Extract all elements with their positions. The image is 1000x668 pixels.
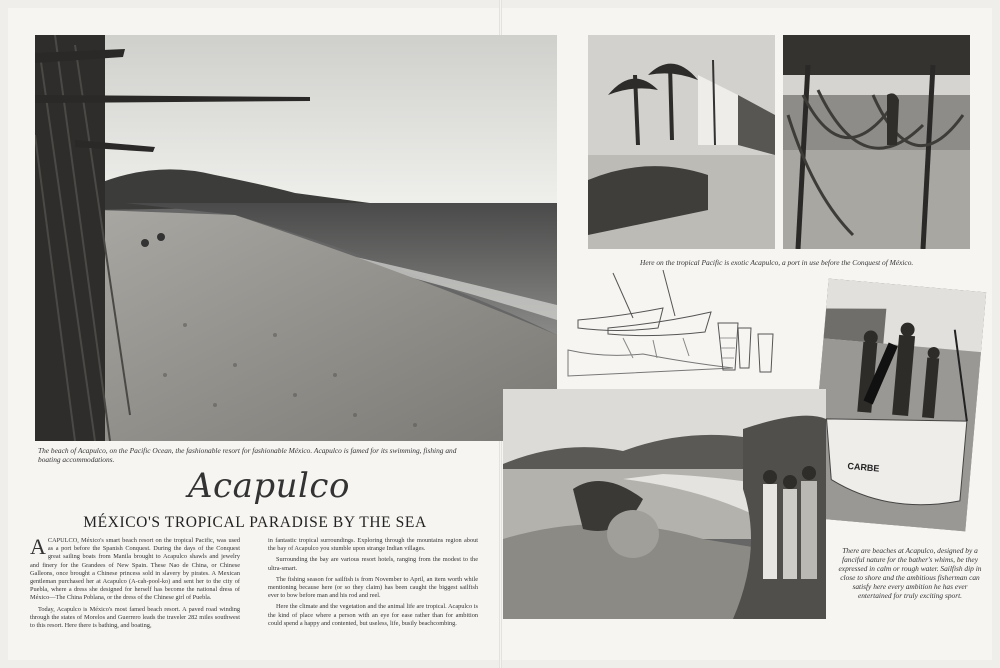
bay-photo xyxy=(503,389,826,619)
column-2-paragraph-2: Surrounding the bay are various resort hotels, ranging from the modest to the ultra-smart. xyxy=(268,556,478,572)
column-2-paragraph-1: in fantastic tropical surroundings. Exploring through the mountains region about the bay of Acapulco you stumble upon strange Indian villages. xyxy=(268,537,478,553)
column-1-paragraph-2: Today, Acapulco is México's most famed beach resort. A paved road winding through the states of Morelos and Guerrero leads the traveler 282 miles southwest to this resort. Here there is bathing, and boating, xyxy=(30,605,240,630)
article-column-1 xyxy=(30,534,240,633)
column-1-paragraph-1: CAPULCO, México's smart beach resort on the tropical Pacific, was used as a port before the Spanish Conquest. During the days of the Conquest great sailing boats from Manila brought to Acapulco shawls and jewelry and finery for the Grandees of New Spain. These Nao de China, or Chinese Galleons, once brought a Chinese princess sold in slavery by pirates. A Mexican gentleman purchased her at Acapulco (A-cah-pool-ko) and sent her to the city of Puebla, where a dress she designed for herself has become the national dress of México—The China Poblana, or the dress of the Chinese girl of Puebla. xyxy=(30,537,240,602)
boat-photo xyxy=(808,279,986,532)
beach-photo xyxy=(35,35,557,441)
column-2-paragraph-4: Here the climate and the vegetation and the animal life are tropical. Acapulco is the kind of place where a person with an eye for ease rather than for ambition could spend a happy and contented, but useless, life, busily beachcombing. xyxy=(268,603,478,627)
drop-cap: A xyxy=(30,534,46,559)
boat-name: CARBE xyxy=(847,460,880,474)
boats-sketch xyxy=(563,268,785,380)
article-column-2 xyxy=(268,537,478,631)
caption-beach: The beach of Acapulco, on the Pacific Ocean, the fashionable resort for fashionable México. Acapulco is famed for its swimming, fishing and boating accommodations. xyxy=(38,446,457,464)
column-2-paragraph-3: The fishing season for sailfish is from November to April, an item worth while mentioning because here (or so they claim) has been caught the biggest sailfish ever to bow before man and his rod and reel. xyxy=(268,575,478,600)
hammocks-photo xyxy=(783,35,970,249)
caption-exotic: Here on the tropical Pacific is exotic Acapulco, a port in use before the Conquest of México. xyxy=(640,258,914,267)
headline: MÉXICO'S TROPICAL PARADISE BY THE SEA xyxy=(83,514,427,531)
caption-beaches: There are beaches at Acapulco, designed by a fanciful nature for the bather's whims, be they expressed in calm or rough water. Sailfish dip in close to shore and the ambitious fisherman can satisfy here every ambition he has ever entertained for truly exciting sport. xyxy=(838,546,982,600)
script-title: Acapulco xyxy=(188,466,350,506)
palms-photo xyxy=(588,35,775,249)
